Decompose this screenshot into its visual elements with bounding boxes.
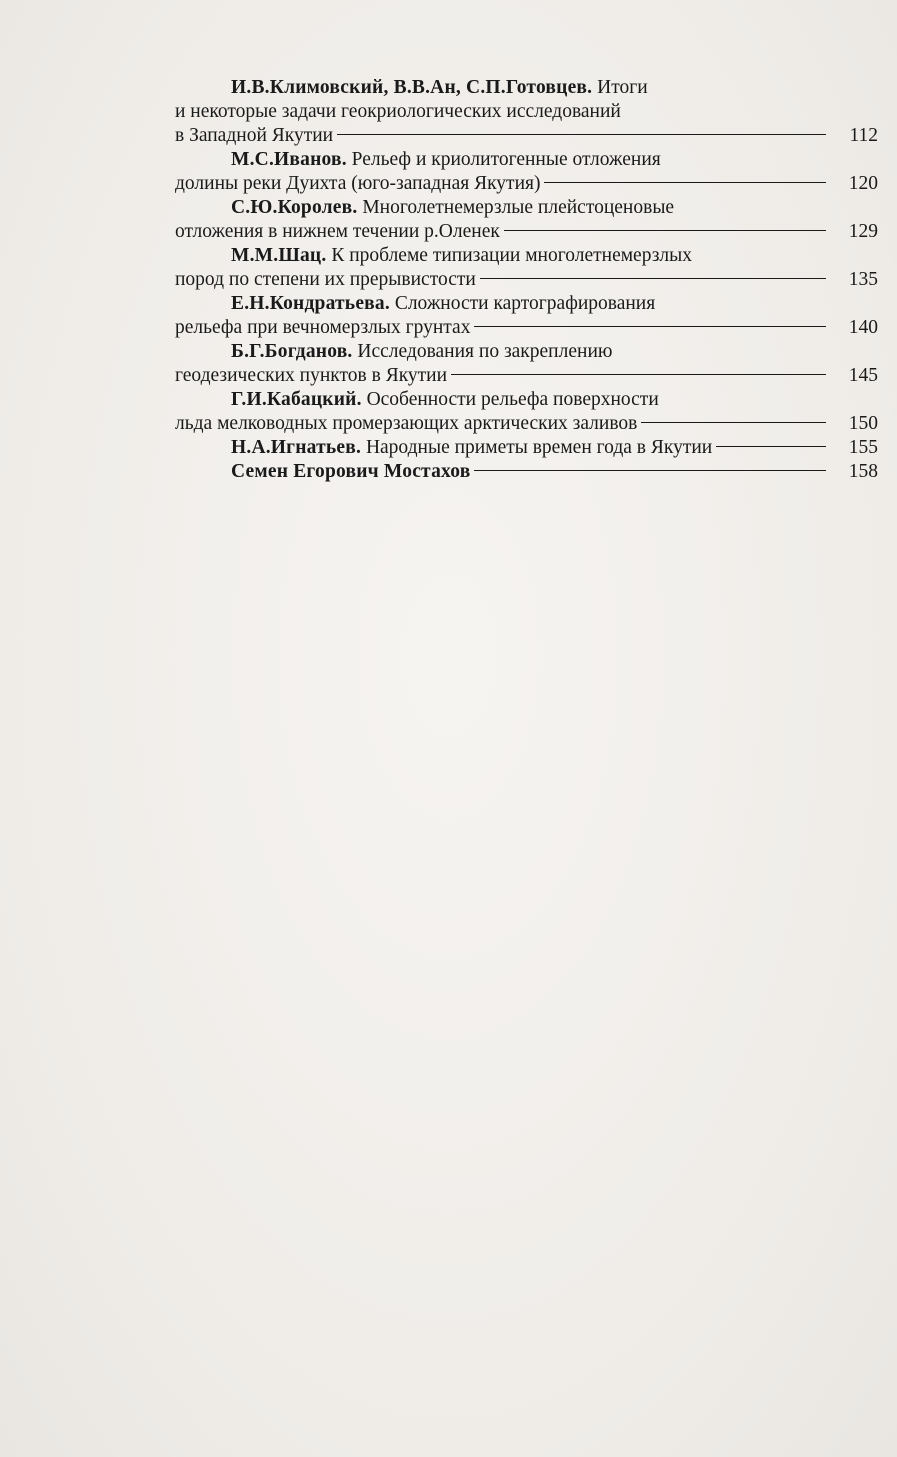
entry-last-line [175,172,878,196]
page-number: 129 [848,221,878,242]
entry-last-line [175,124,878,148]
entry-author: Е.Н.Кондратьева. [231,293,390,314]
toc-entry [175,388,878,436]
entry-title-line: и некоторые задачи геокриологических исследований [175,101,621,122]
table-of-contents [175,76,878,484]
entry-title-part: Итоги [592,77,648,98]
entry-last-line [175,412,878,436]
page-number: 145 [848,365,878,386]
page-number: 112 [849,125,878,146]
entry-author: М.М.Шац. [231,245,327,266]
entry-title-part: в Западной Якутии [175,125,334,146]
leader-line [716,446,826,447]
page-number: 150 [848,413,878,434]
toc-entry [175,292,878,340]
toc-entry [175,460,878,484]
entry-last-line [175,436,878,460]
entry-last-line [175,220,878,244]
entry-title-part: Народные приметы времен года в Якутии [361,437,713,458]
leader-line [544,182,826,183]
entry-last-line [175,268,878,292]
entry-first-line [175,340,878,364]
toc-entry [175,340,878,388]
toc-entry [175,244,878,292]
entry-title-part: Особенности рельефа поверхности [361,389,659,410]
leader-line [337,134,826,135]
entry-title-part: рельефа при вечномерзлых грунтах [175,317,471,338]
toc-entry [175,148,878,196]
page-number: 140 [848,317,878,338]
entry-author: С.Ю.Королев. [231,197,358,218]
page-number: 135 [848,269,878,290]
entry-title-part: Рельеф и криолитогенные отложения [346,149,661,170]
entry-title-part: Исследования по закреплению [352,341,613,362]
entry-first-line [175,196,878,220]
entry-title-part: пород по степени их прерывистости [175,269,476,290]
entry-author: М.С.Иванов. [231,149,347,170]
entry-title-part: К проблеме типизации многолетнемерзлых [326,245,692,266]
leader-line [480,278,826,279]
entry-title-part: Сложности картографирования [389,293,656,314]
entry-first-line [175,76,878,100]
entry-first-line [175,292,878,316]
entry-first-line [175,388,878,412]
toc-entry [175,76,878,148]
leader-line [451,374,826,375]
entry-first-line [175,244,878,268]
entry-first-line [231,460,470,484]
page-number: 120 [848,173,878,194]
leader-line [474,470,826,471]
entry-author: И.В.Климовский, В.В.Ан, С.П.Готовцев. [231,77,593,98]
entry-first-line [175,148,878,172]
entry-last-line [175,364,878,388]
entry-title-part: долины реки Дуихта (юго-западная Якутия) [175,173,541,194]
entry-last-line [175,316,878,340]
entry-author: Б.Г.Богданов. [231,341,353,362]
leader-line [504,230,826,231]
toc-entry [175,436,878,460]
leader-line [474,326,826,327]
entry-author: Г.И.Кабацкий. [231,389,362,410]
entry-author: Семен Егорович Мостахов [231,461,471,482]
entry-title-part: льда мелководных промерзающих арктических заливов [175,413,638,434]
leader-line [641,422,826,423]
entry-title-part: отложения в нижнем течении р.Оленек [175,221,500,242]
entry-title-part: геодезических пунктов в Якутии [175,365,448,386]
entry-title-part: Многолетнемерзлые плейстоценовые [357,197,675,218]
entry-first-line [231,436,712,460]
toc-entry [175,196,878,244]
page-number: 158 [848,461,878,482]
entry-last-line [175,460,878,484]
entry-author: Н.А.Игнатьев. [231,437,362,458]
page-number: 155 [848,437,878,458]
